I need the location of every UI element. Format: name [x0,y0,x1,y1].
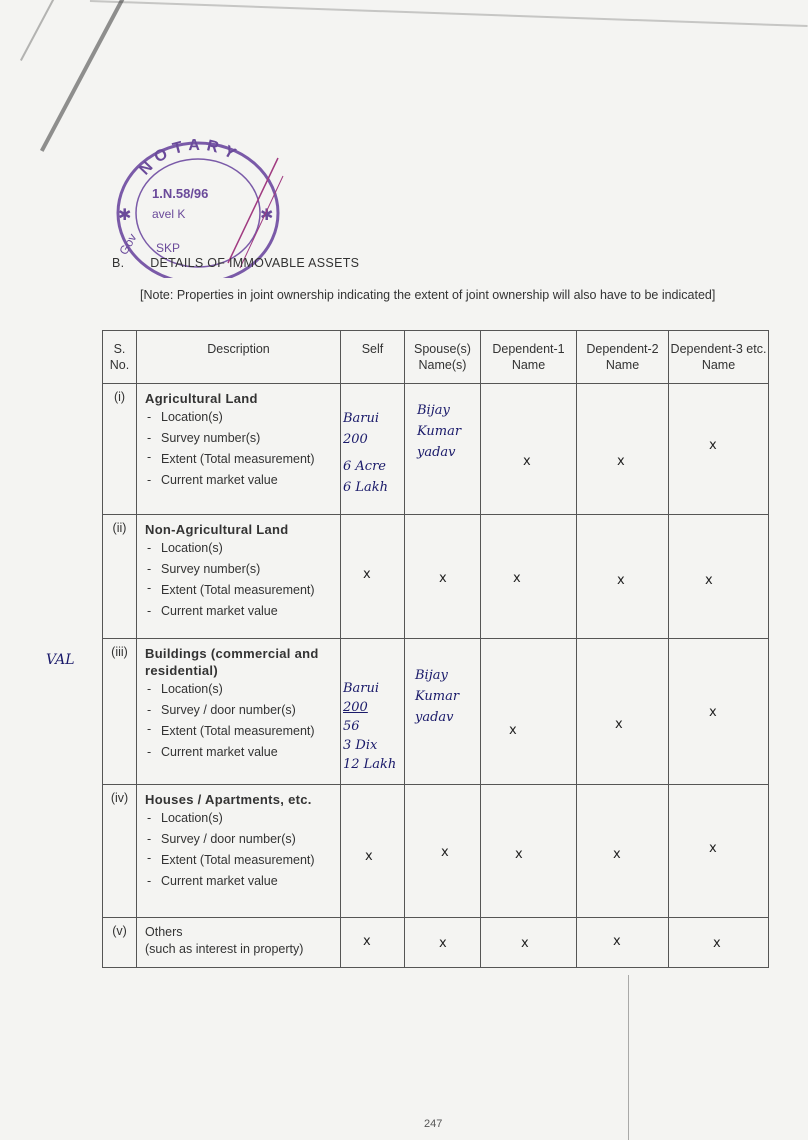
sub-item: - Current market value [145,601,336,622]
cross-mark: x [515,847,523,862]
section-heading [112,256,359,270]
handwritten-entry: Barui [343,681,380,696]
dependent-1-cell [481,384,577,515]
cross-mark: x [617,454,625,469]
table-row [103,639,769,785]
header-spouse: Spouse(s) Name(s) [405,331,481,384]
header-description: Description [137,331,341,384]
cross-mark: x [521,936,529,951]
sub-item: - Survey / door number(s) [145,700,336,721]
svg-text:✱: ✱ [260,207,274,224]
row-description [137,384,341,515]
stamp-title: NOTARY [136,136,244,179]
cross-mark: x [613,847,621,862]
header-dependent-1: Dependent-1 Name [481,331,577,384]
table-header-row [103,331,769,384]
sub-item: - Current market value [145,470,336,491]
category-title: Agricultural Land [145,391,258,406]
handwritten-entry: 12 Lakh [343,757,397,772]
dependent-1-cell [481,918,577,968]
handwritten-entry: 56 [343,719,360,734]
handwritten-entry: yadav [415,710,454,725]
cross-mark: x [709,705,717,720]
sub-item: - Location(s) [145,407,336,428]
spouse-cell [405,785,481,918]
sub-item: - Current market value [145,742,336,763]
section-title: DETAILS OF IMMOVABLE ASSETS [150,256,360,270]
cross-mark: x [363,567,371,582]
sub-item: - Extent (Total measurement) [145,721,336,742]
header-dependent-3: Dependent-3 etc. Name [669,331,769,384]
cross-mark: x [439,571,447,586]
sub-item: - Extent (Total measurement) [145,449,336,470]
row-sno: (v) [103,918,137,968]
cross-mark: x [365,849,373,864]
row-sno: (ii) [103,515,137,639]
scan-streak [20,0,97,61]
immovable-assets-table [102,330,769,968]
spouse-cell [405,639,481,785]
cross-mark: x [439,936,447,951]
dependent-3-cell [669,918,769,968]
handwritten-entry: 200 [343,432,368,447]
category-title: Houses / Apartments, etc. [145,792,312,807]
category-title: Non-Agricultural Land [145,522,289,537]
row-description [137,918,341,968]
cross-mark: x [513,571,521,586]
spouse-cell [405,918,481,968]
handwritten-entry: 6 Lakh [343,480,389,495]
sub-item: - Location(s) [145,538,336,559]
handwritten-entry: Barui [343,411,380,426]
table-row [103,515,769,639]
cross-mark: x [441,845,449,860]
margin-note: VAL [46,652,75,668]
dependent-2-cell [577,785,669,918]
cross-mark: x [705,573,713,588]
section-label: B. [112,256,125,270]
self-cell [341,639,405,785]
table-row [103,918,769,968]
handwritten-entry: Kumar [417,424,462,439]
row-sno: (iii) [103,639,137,785]
cross-mark: x [363,934,371,949]
cross-mark: x [523,454,531,469]
self-cell [341,384,405,515]
handwritten-entry: yadav [417,445,456,460]
sub-item: - Current market value [145,871,336,892]
dependent-3-cell [669,785,769,918]
handwritten-entry: 6 Acre [343,459,386,474]
row-sno: (iv) [103,785,137,918]
stamp-side-text: Gov [116,231,140,258]
row-description [137,639,341,785]
cross-mark: x [615,717,623,732]
sub-item: - Location(s) [145,679,336,700]
dependent-1-cell [481,639,577,785]
sub-item: - Survey / door number(s) [145,829,336,850]
sub-item: - Survey number(s) [145,559,336,580]
sub-item: - Survey number(s) [145,428,336,449]
handwritten-entry: Bijay [417,403,450,418]
handwritten-entry: 200 [343,700,368,715]
handwritten-entry: Kumar [415,689,460,704]
row-sno: (i) [103,384,137,515]
spouse-cell [405,515,481,639]
table-row [103,384,769,515]
cross-mark: x [709,841,717,856]
dependent-2-cell [577,515,669,639]
sub-item: - Location(s) [145,808,336,829]
dependent-3-cell [669,639,769,785]
svg-text:NOTARY [136,137,243,179]
svg-text:✱: ✱ [118,207,132,224]
row-description [137,515,341,639]
cross-mark: x [713,936,721,951]
category-title: Others [145,925,183,939]
table-row [103,785,769,918]
self-cell [341,515,405,639]
self-cell [341,918,405,968]
stamp-line: SKP [156,241,181,255]
cross-mark: x [509,723,517,738]
dependent-3-cell [669,515,769,639]
row-description [137,785,341,918]
handwritten-entry: Bijay [415,668,448,683]
spouse-cell [405,384,481,515]
cross-mark: x [617,573,625,588]
scan-streak [628,975,629,1140]
sub-item: - Extent (Total measurement) [145,580,336,601]
header-dependent-2: Dependent-2 Name [577,331,669,384]
cross-mark: x [709,438,717,453]
dependent-1-cell [481,785,577,918]
dependent-1-cell [481,515,577,639]
sub-item: - Extent (Total measurement) [145,850,336,871]
handwritten-entry: 3 Dix [343,738,378,753]
header-sno: S. No. [103,331,137,384]
dependent-3-cell [669,384,769,515]
stamp-reg-no: 1.N.58/96 [152,186,209,201]
section-note: [Note: Properties in joint ownership indicating the extent of joint ownership will also have to be indicated] [140,288,716,302]
cross-mark: x [613,934,621,949]
page-number: 247 [424,1118,443,1130]
dependent-2-cell [577,384,669,515]
dependent-2-cell [577,639,669,785]
category-title: Buildings (commercial and residential) [145,646,319,678]
header-self: Self [341,331,405,384]
category-subtext: (such as interest in property) [145,942,304,956]
stamp-line: avel K [152,207,186,221]
self-cell [341,785,405,918]
dependent-2-cell [577,918,669,968]
scan-streak [90,0,808,27]
